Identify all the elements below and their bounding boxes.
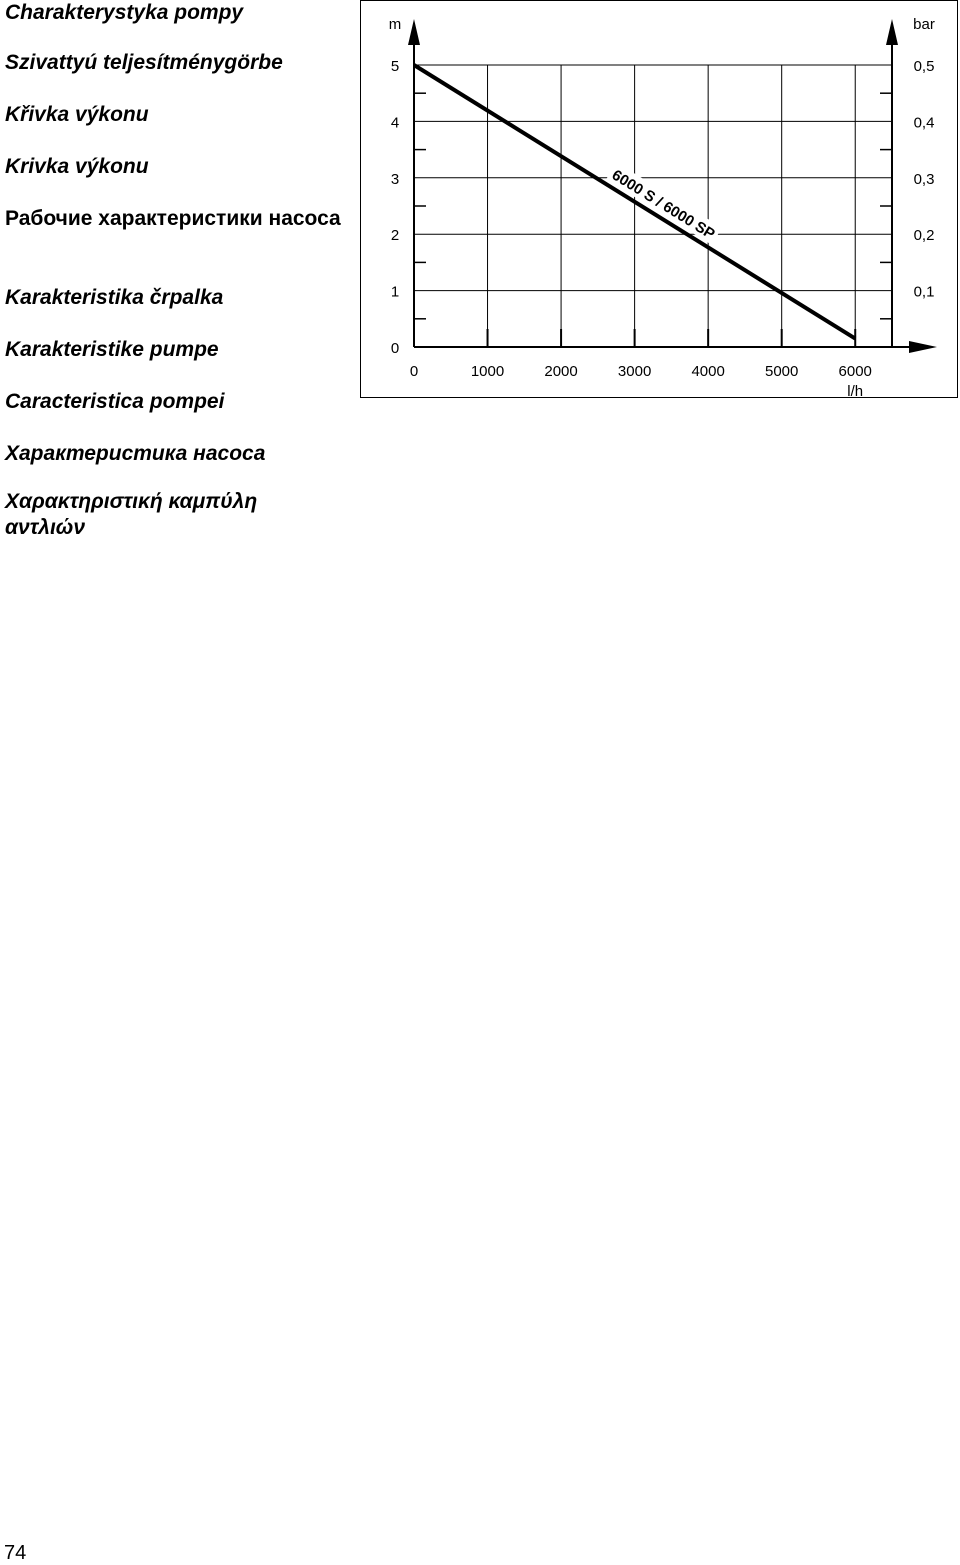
x-axis-arrow-icon xyxy=(909,341,937,353)
x-axis-unit-label: l/h xyxy=(847,383,864,399)
x-tick-label: 5000 xyxy=(765,363,799,380)
y-tick-label: 0 xyxy=(390,340,400,357)
y2-tick-label: 0,1 xyxy=(913,283,935,301)
x-tick-label: 0 xyxy=(409,363,419,380)
series-label: 6000 S / 6000 SP xyxy=(608,166,718,244)
y-tick-label: 2 xyxy=(390,227,400,245)
x-tick-label: 2000 xyxy=(544,363,578,380)
title-slovenian: Karakteristika črpalka xyxy=(5,286,224,309)
pump-chart xyxy=(360,0,958,398)
y2-tick-label: 0,3 xyxy=(913,170,935,188)
title-polish: Charakterystyka pompy xyxy=(5,1,244,24)
y2-tick-label: 0,5 xyxy=(913,58,935,75)
y-tick-label: 4 xyxy=(390,114,400,132)
series-label-group xyxy=(606,162,722,244)
y-tick-label: 3 xyxy=(390,170,400,188)
title-slovak: Krivka výkonu xyxy=(5,155,149,178)
page-number: 74 xyxy=(4,1542,27,1564)
title-bulgarian: Характеристика насоса xyxy=(5,442,266,465)
y-axis-arrow-icon xyxy=(408,19,420,45)
y-tick-label: 5 xyxy=(390,58,400,75)
title-czech: Křivka výkonu xyxy=(5,103,149,126)
y2-tick-label: 0,4 xyxy=(913,114,935,132)
title-hungarian: Szivattyú teljesítménygörbe xyxy=(5,51,283,74)
title-romanian: Caracteristica pompei xyxy=(5,390,225,413)
x-tick-label: 1000 xyxy=(470,363,505,380)
title-greek: Χαρακτηριστική καμπύλη αντλιών xyxy=(5,490,258,539)
x-tick-label: 4000 xyxy=(691,363,725,380)
y-axis-unit-label: m xyxy=(388,16,402,33)
pump-chart-svg xyxy=(361,1,959,399)
y2-tick-label: 0,2 xyxy=(913,227,935,245)
y2-axis-unit-label: bar xyxy=(913,16,935,33)
y2-axis-arrow-icon xyxy=(886,19,898,45)
title-russian: Рабочие характеристики насоса xyxy=(5,207,341,230)
x-tick-label: 6000 xyxy=(838,363,872,380)
y-tick-label: 1 xyxy=(390,283,400,301)
x-tick-label: 3000 xyxy=(617,363,652,380)
title-croatian: Karakteristike pumpe xyxy=(5,338,219,361)
